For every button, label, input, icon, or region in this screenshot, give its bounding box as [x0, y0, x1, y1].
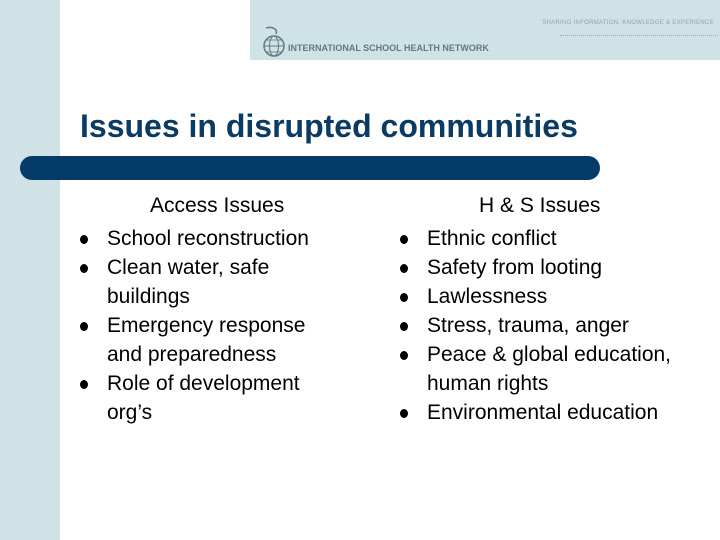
- list-item: Safety from looting: [400, 253, 710, 282]
- bullet-icon: [400, 293, 408, 302]
- access-issues-list: [80, 224, 345, 427]
- left-accent-band: [0, 0, 60, 540]
- list-item: Environmental education: [400, 398, 710, 427]
- organization-name: INTERNATIONAL SCHOOL HEALTH NETWORK: [288, 43, 489, 53]
- bullet-icon: [80, 264, 88, 273]
- list-item: Ethnic conflict: [400, 224, 710, 253]
- bullet-icon: [400, 235, 408, 244]
- left-column-heading: Access Issues: [150, 194, 285, 217]
- title-underline-bar: [20, 156, 600, 180]
- list-item: School reconstruction: [80, 224, 345, 253]
- tagline: SHARING INFORMATION, KNOWLEDGE & EXPERIENCE: [542, 20, 714, 26]
- list-item: Lawlessness: [400, 282, 710, 311]
- bullet-icon: [400, 351, 408, 360]
- tagline-divider: [560, 35, 718, 36]
- hs-issues-list: [400, 224, 710, 427]
- list-item: Emergency response and preparedness: [80, 311, 345, 369]
- list-item: Clean water, safe buildings: [80, 253, 345, 311]
- bullet-icon: [80, 380, 88, 389]
- bullet-icon: [80, 322, 88, 331]
- bullet-icon: [80, 235, 88, 244]
- list-item: Stress, trauma, anger: [400, 311, 710, 340]
- bullet-icon: [400, 322, 408, 331]
- slide-title: Issues in disrupted communities: [80, 108, 578, 144]
- right-column-heading: H & S Issues: [479, 194, 601, 217]
- bullet-icon: [400, 264, 408, 273]
- list-item: Role of development org’s: [80, 369, 345, 427]
- globe-icon: [262, 26, 286, 60]
- header-background: [60, 0, 250, 60]
- list-item: Peace & global education, human rights: [400, 340, 710, 398]
- bullet-icon: [400, 409, 408, 418]
